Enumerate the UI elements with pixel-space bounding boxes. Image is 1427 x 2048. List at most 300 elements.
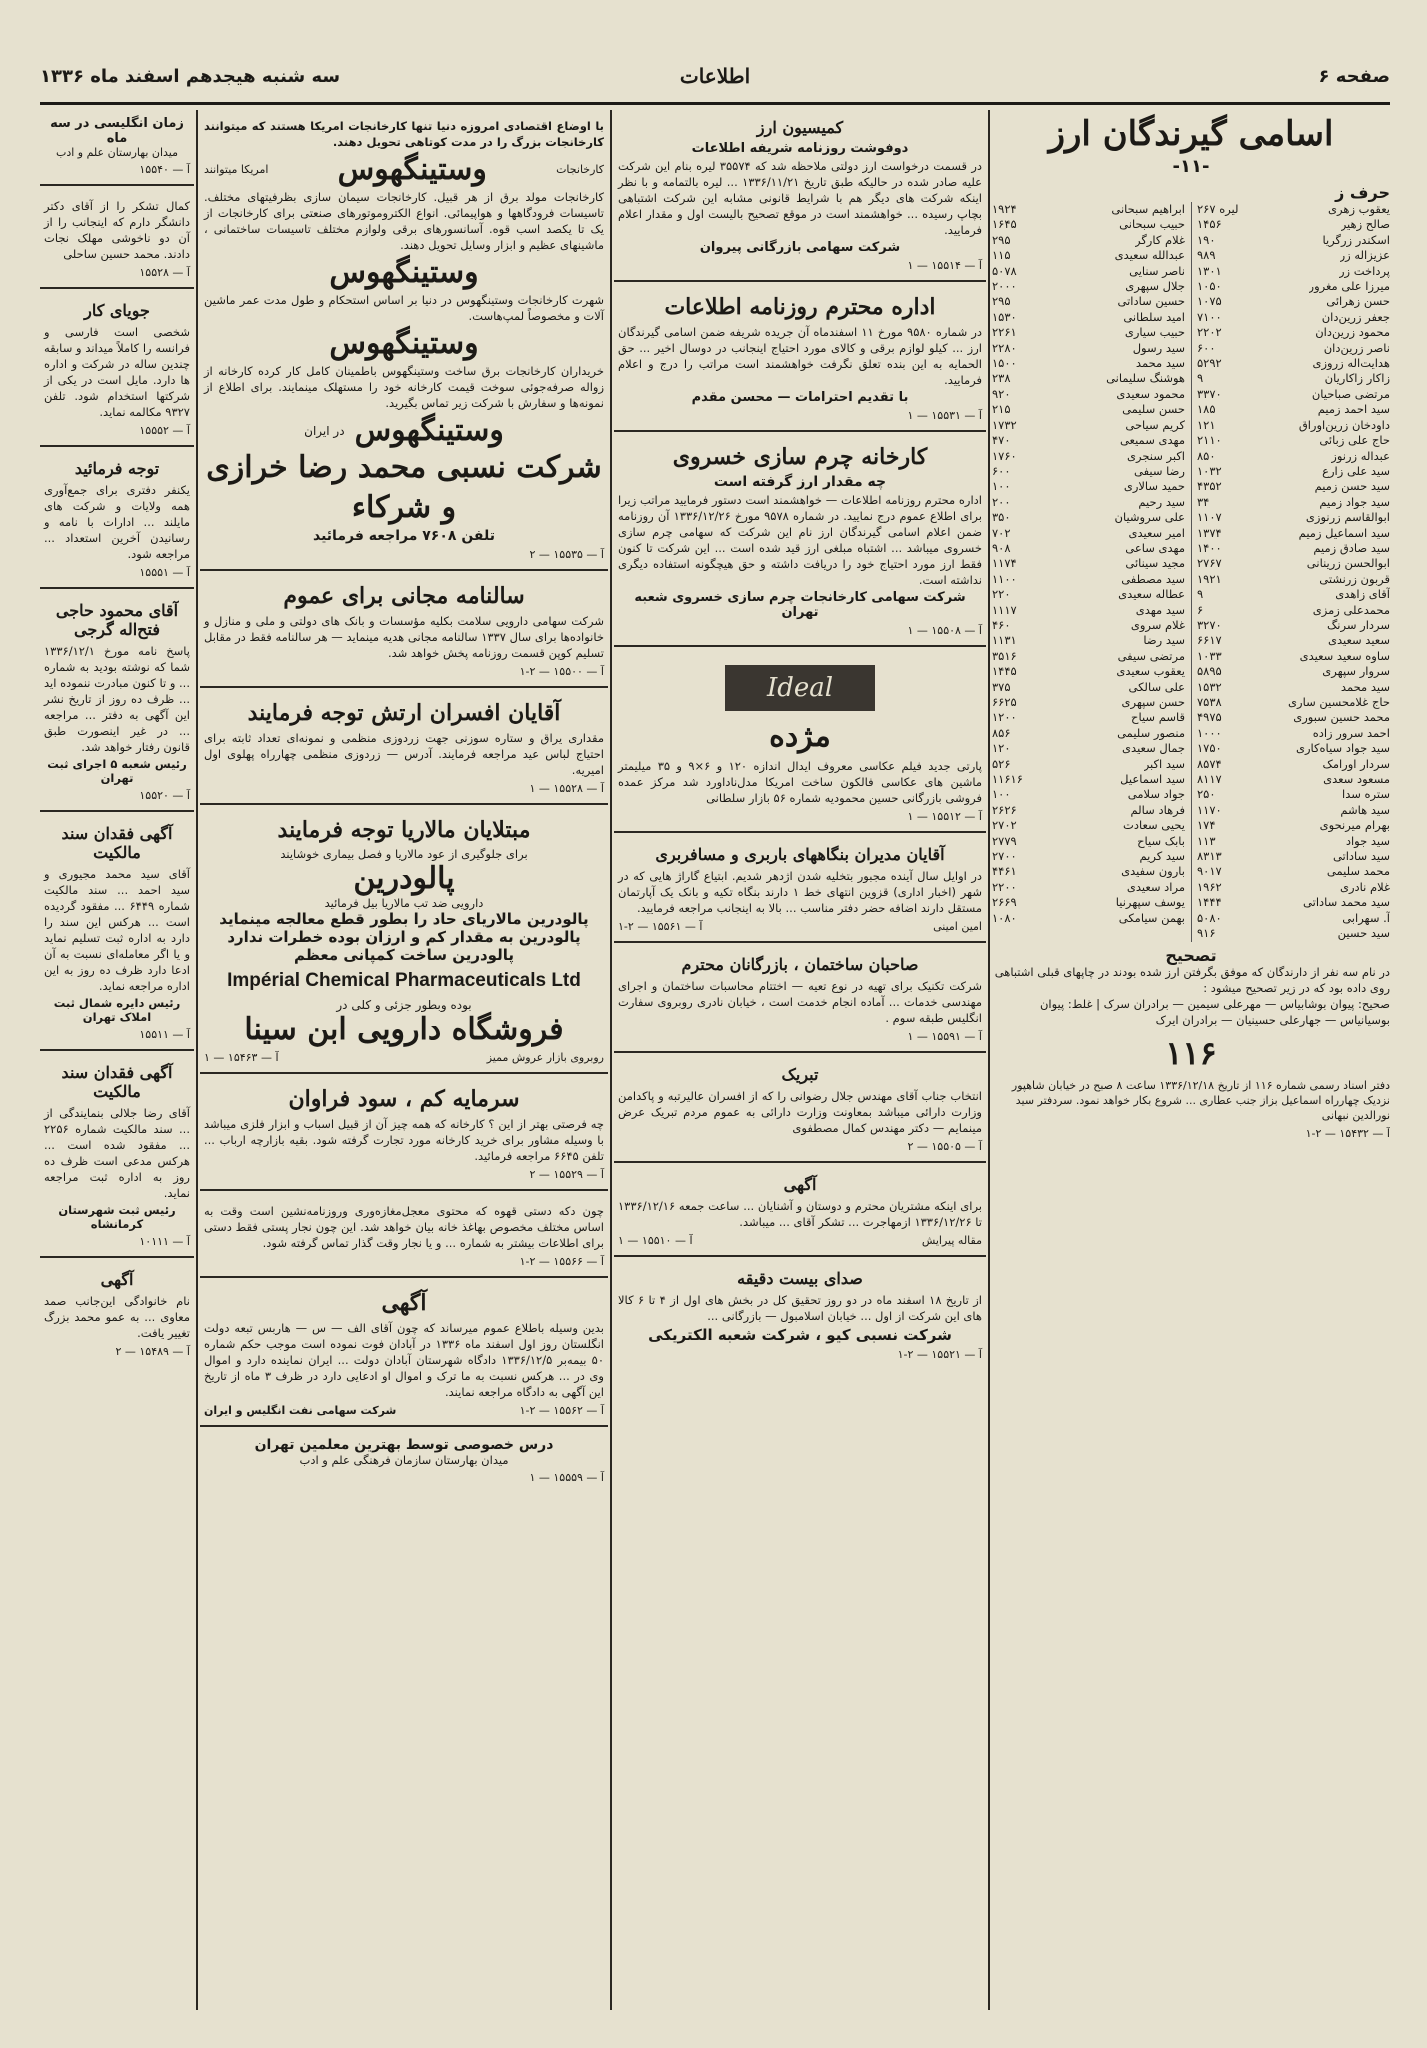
recipient-name: منصور سلیمی: [1117, 725, 1185, 740]
recipient-row: [1197, 325, 1390, 340]
recipient-row: [1197, 217, 1390, 232]
recipient-name: اسکندر زرگریا: [1322, 232, 1390, 247]
recipient-row: [992, 202, 1185, 217]
tannery-sign: شرکت سهامی کارخانجات چرم سازی خسروی شعبه تهران: [634, 590, 966, 620]
recipient-row: [992, 464, 1185, 479]
recipient-row: [992, 387, 1185, 402]
good-news-ad: [614, 651, 986, 833]
recipient-name: سید احمد زمیم: [1317, 402, 1390, 417]
commission-sign: شرکت سهامی بازرگانی پیروان: [699, 240, 901, 255]
recipient-name: آ. سهرابی: [1342, 910, 1390, 925]
recipient-name: عبداله زرنوز: [1331, 448, 1390, 463]
column-notices: [614, 110, 986, 2010]
recipient-name: داودخان زرین‌اوراق: [1298, 417, 1390, 432]
recipient-amount: ۱۲۱: [1197, 417, 1216, 432]
recipient-row: [992, 618, 1185, 633]
westinghouse-name: وستینگهوس: [329, 255, 479, 290]
recipient-name: یحیی سعادت: [1123, 818, 1185, 833]
notice-sign: مقاله پیرایش: [921, 1234, 982, 1247]
recipient-row: [1197, 341, 1390, 356]
recipient-amount: ۱۶۴۵: [992, 217, 1017, 232]
recipient-name: سید جواد سیاه‌کاری: [1296, 741, 1390, 756]
recipient-name: مرتضی صباحیان: [1311, 386, 1390, 401]
recipient-amount: ۵۲۶: [992, 756, 1011, 771]
builders-notice: [614, 947, 986, 1053]
recipient-amount: ۱۷۵۰: [1197, 741, 1222, 756]
recipient-row: [1197, 772, 1390, 787]
westinghouse-prefix: در ایران: [304, 423, 345, 438]
recipient-amount: ۱۳۰۱: [1197, 263, 1222, 278]
recipient-row: [992, 803, 1185, 818]
westinghouse-text: خریداران کارخانجات برق ساخت وستینگهوس باطمینان کامل کار کرده کارخانه از زواله صرفه‌جوئی سوخت قیمت کارخانه خود را مستهلک مینمایند. برای اطلاع از نمونه‌ها و سفارش با شرکت زیر تماس بگیرید.: [204, 364, 604, 410]
paludrin-name: پالودرین: [353, 861, 455, 896]
recipient-amount: ۱۴۴۵: [992, 664, 1017, 679]
recipient-amount: ۷۵۳۸: [1197, 695, 1222, 709]
recipient-name: سید کریم: [1139, 849, 1185, 864]
recipient-name: سید جواد زمیم: [1319, 494, 1390, 509]
recipient-name: عزیزاله زر: [1339, 248, 1390, 263]
recipient-name: سید اکبر: [1143, 756, 1185, 771]
name-change-notice: [40, 1262, 194, 1366]
recipient-amount: ۶۶۲۵: [992, 695, 1017, 709]
recipient-amount: ۷۰۲: [992, 525, 1011, 540]
tannery-text: اداره محترم روزنامه اطلاعات — خواهشمند است دستور فرمایید مراتب زیرا برای اطلاع عموم درج نمایید. در شماره ۹۵۷۸ مورخ ۱۳۳۶/۱۲/۲۶ آن روزنامه ضمن اعلام اسامی گیرندگان ارز نام این شرکت که سهامی چرم سازی خسروی میباشد ... اشتباه مبلغی ارز قید شده است ... این شرکت تا کنون فقط ارز مورد احتیاج خود را دریافت داشته و حق هیچگونه استفاده دیگری نداشته است.: [618, 493, 982, 587]
ad-reference: آ — ۱۵۵۶۲ — ۲-۱: [519, 1404, 604, 1417]
recipient-amount: ۱۰۸۰: [992, 910, 1017, 925]
cafe-text: چون دکه دستی قهوه که محتوی معجل‌مغازه‌وری وروزنامه‌نشین است وقت به اساس مختلف مخصوص بهاغذ خانه بیان خواهد شد. این چون نجار پستی فقط دستی برای اطلاعات بیشتر به شماره ... و یا نجار وقت گذار تماس گرفته شود.: [204, 1204, 604, 1250]
recipient-row: [1197, 248, 1390, 263]
recipient-row: [992, 726, 1185, 741]
recipient-amount: ۲۷۰۰: [992, 849, 1017, 864]
recipient-name: سید جواد: [1345, 833, 1390, 848]
recipient-row: [992, 695, 1185, 710]
transport-notice: [614, 837, 986, 943]
recipient-row: [992, 741, 1185, 756]
recipient-amount: ۱۰۷۵: [1197, 294, 1222, 309]
recipient-amount: ۱۸۵: [1197, 402, 1216, 417]
westinghouse-ad: [200, 110, 608, 571]
recipient-row: [992, 371, 1185, 386]
recipient-name: کریم سیاحی: [1125, 417, 1185, 432]
recipient-name: ابراهیم سبحانی: [1111, 202, 1185, 216]
ad-reference: آ — ۱۵۵۹۱ — ۱: [907, 1030, 982, 1043]
recipient-amount: ۱۷۳۲: [992, 417, 1017, 432]
recipient-row: [1197, 710, 1390, 725]
westinghouse-name: وستینگهوس: [337, 152, 487, 187]
recipient-name: حمید سالاری: [1123, 479, 1185, 494]
recipient-row: [992, 495, 1185, 510]
job-ad: [40, 293, 194, 447]
recipient-amount: ۵۸۹۵: [1197, 664, 1222, 679]
recipient-row: [1197, 310, 1390, 325]
ad-reference: آ — ۱۵۴۶۳ — ۱: [204, 1051, 279, 1064]
recipient-name: بابک سیاح: [1137, 833, 1185, 848]
section-letter: حرف ز: [1335, 183, 1390, 202]
recipient-row: [1197, 757, 1390, 772]
lost-deed-notice: [40, 816, 194, 1051]
notary-text: دفتر اسناد رسمی شماره ۱۱۶ از تاریخ ۱۳۳۶/۱۲/۱۸ ساعت ۸ صبح در خیابان شاهپور نزدیک چهارراه اسماعیل بزاز جنب عطاری ... شروع بکار خواهد نمود. سردفتر سید نورالدین نبهانی: [1011, 1078, 1390, 1122]
recipient-amount: ۳۷۵: [992, 679, 1011, 694]
recipient-amount: ۱۰۳۲: [1197, 463, 1222, 478]
recipient-amount: ۲۹۵: [992, 294, 1011, 309]
recipient-name: صالح زهیر: [1340, 217, 1390, 232]
recipient-amount: ۱۹۶۲: [1197, 879, 1222, 894]
recipient-row: [1197, 818, 1390, 833]
recipient-row: [992, 279, 1185, 294]
recipient-name: احمد سرور زاده: [1312, 725, 1390, 740]
recipient-amount: ۳۵۱۶: [992, 648, 1017, 663]
recipient-row: [992, 479, 1185, 494]
recipient-amount: ۲۹۵: [992, 232, 1011, 247]
recipient-name: سید محمد ساداتی: [1303, 895, 1390, 910]
recipient-amount: ۱۰۳۳: [1197, 648, 1222, 663]
ad-reference: آ — ۱۵۵۳۱ — ۱: [907, 409, 982, 422]
editor-title: اداره محترم روزنامه اطلاعات: [664, 294, 936, 320]
recipient-row: [1197, 418, 1390, 433]
commission-sub: دوفوشت روزنامه شریفه اطلاعات: [691, 141, 909, 156]
calendar-ad: [200, 575, 608, 688]
recipient-name: سید علی زارع: [1322, 463, 1390, 478]
thanks-text: کمال تشکر را از آقای دکتر دانشگر دارم که اینجانب را از آن دو ناخوشی مهلک نجات دادند. محمد حسین ساحلی: [44, 199, 190, 261]
recipient-name: حسین ساداتی: [1117, 294, 1185, 309]
lesson-address: میدان بهارستان سازمان فرهنگی علم و ادب: [299, 1453, 509, 1467]
recipient-amount: ۱۴۴۴: [1197, 895, 1222, 910]
commission-notice: [614, 110, 986, 282]
ad-reference: آ — ۱۵۵۲۸ — ۱: [529, 782, 604, 795]
ad-reference: آ — ۱۵۵۲۰: [139, 789, 190, 802]
recipient-name: ستره سدا: [1342, 787, 1390, 802]
recipient-name: حبیب سبحانی: [1119, 217, 1185, 232]
recipient-name: هوشنگ سلیمانی: [1106, 371, 1185, 386]
correction-title: تصحیح: [1165, 945, 1217, 965]
recipient-name: علی سالکی: [1128, 679, 1185, 694]
recipient-name: سردار اورامک: [1322, 756, 1390, 771]
recipient-row: [992, 649, 1185, 664]
recipient-amount: ۷۱۰۰: [1197, 309, 1222, 324]
recipient-amount: ۱۹۲۴: [992, 202, 1017, 216]
recipient-amount: ۴۹۷۵: [1197, 710, 1222, 725]
recipient-amount: ۱۷۴: [1197, 818, 1216, 833]
agent-phone: تلفن ۷۶۰۸ مراجعه فرمائید: [313, 528, 495, 544]
recipient-amount: ۳۵۰: [992, 510, 1011, 525]
recipient-row: [1197, 895, 1390, 910]
buyers-ad: [40, 451, 194, 589]
recipient-row: [1197, 449, 1390, 464]
recipient-name: عبدالله سعیدی: [1114, 248, 1185, 263]
recipient-name: ساوه سعید سعیدی: [1299, 648, 1390, 663]
recipient-name: محمد سلیمی: [1326, 864, 1390, 879]
recipient-row: [992, 556, 1185, 571]
paludrin-sub: دارویی ضد تب مالاریا بیل فرمائید: [324, 896, 484, 910]
recipient-row: [992, 510, 1185, 525]
capital-ad: [200, 1078, 608, 1191]
recipient-name: سید اسماعیل: [1120, 772, 1185, 787]
recipient-amount: ۱۰۵۰: [1197, 279, 1222, 294]
correction-table: صحیح: پیوان بوشابیاس — مهرعلی سیمین — برادران سرک | غلط: پیوان بوسیانیاس — جهارعلی حسینیان — برادران ایرک: [1039, 996, 1390, 1027]
recipient-name: جعفر زرین‌دان: [1321, 309, 1390, 324]
recipient-row: [1197, 387, 1390, 402]
recipient-row: [1197, 510, 1390, 525]
recipient-row: [992, 864, 1185, 879]
recipient-amount: ۶: [1197, 602, 1204, 617]
recipient-amount: ۲۶۶۹: [992, 895, 1017, 910]
recipient-name: محمد حسین سبوری: [1293, 710, 1390, 725]
editor-sign: با تقدیم احترامات — محسن مقدم: [691, 390, 909, 405]
correction-text: در نام سه نفر از دارندگان که موفق بگرفتن ارز شده بودند در چاپهای قبلی اشتباهی روی داده بود که در زیر تصحیح میشود :: [994, 964, 1390, 995]
recipient-row: [1197, 926, 1390, 941]
radio-notice: [614, 1261, 986, 1369]
page-number: صفحه ۶: [1318, 66, 1390, 87]
ad-reference: آ — ۱۰۱۱۱: [139, 1235, 190, 1248]
recipient-name: سید اسماعیل زمیم: [1298, 525, 1390, 540]
recipient-row: [992, 294, 1185, 309]
radio-text: از تاریخ ۱۸ اسفند ماه در دو روز تحقیق كل در بخش های اول از ۴ تا ۶ کالا های این شرکت از اول ... خیابان اسلامبول — بازرگانی ...: [618, 1293, 982, 1323]
transport-title: آقایان مدیران بنگاههای باربری و مسافربری: [655, 845, 945, 864]
recipient-amount: ۶۰۰: [1197, 340, 1216, 355]
malaria-title: مبتلایان مالاریا توجه فرمایند: [277, 817, 531, 843]
recipient-row: [992, 248, 1185, 263]
recipient-name: سروار سپهری: [1322, 664, 1390, 679]
recipient-amount: ۲۵۰: [1197, 787, 1216, 802]
westinghouse-header: [204, 152, 604, 187]
recipient-name: جلال سپهری: [1125, 279, 1185, 294]
recipient-amount: ۳۲۷۰: [1197, 617, 1222, 632]
recipient-name: سید مصطفی: [1121, 571, 1185, 586]
ideal-logo: Ideal: [725, 665, 875, 711]
agent-name: شرکت نسبی محمد رضا خرازی و شرکاء: [206, 450, 602, 525]
plain-notice: [614, 1167, 986, 1257]
recipient-name: هدایت‌اله زروزی: [1312, 356, 1390, 371]
paludrin-claim: پالودرین ساخت کمپانی معظم: [294, 946, 514, 964]
recipient-row: [992, 402, 1185, 417]
recipient-amount: ۲۲۶۱: [992, 325, 1017, 340]
recipient-amount: ۵۲۹۲: [1197, 356, 1222, 371]
recipient-row: [1197, 864, 1390, 879]
recipient-name: سید صادق زمیم: [1313, 540, 1390, 555]
recipient-name: زاکار زاکاریان: [1324, 371, 1390, 386]
ad-reference: آ — ۱۵۵۰۵ — ۲: [907, 1140, 982, 1153]
recipient-amount: ۴۶۰: [992, 617, 1011, 632]
last-title: آگهی: [100, 1270, 134, 1289]
recipient-row: [1197, 695, 1390, 710]
maker-name: Impérial Chemical Pharmaceuticals Ltd: [227, 970, 581, 991]
recipient-amount: ۲۲۰: [992, 587, 1011, 602]
recipient-name: آقای زاهدی: [1335, 587, 1390, 602]
page-header: [40, 58, 1390, 105]
recipient-name: میرزا علی مغرور: [1308, 279, 1390, 294]
builders-text: شرکت تکنیک برای تهیه در نوع تعیه — اختتام محاسبات ساختمان و اجرای مهندسی خدمات ... آماده انجام خدمت است ، خیابان نادری روبروی سفارت انگلیس طبقه سوم .: [618, 979, 982, 1025]
builders-title: صاحبان ساختمان ، بازرگانان محترم: [681, 955, 919, 974]
adv-sign: شرکت سهامی نفت انگلیس و ایران: [204, 1404, 397, 1417]
recipient-amount: ۸۵۶: [992, 725, 1011, 740]
ad-reference: آ — ۱۵۵۰۸ — ۱: [907, 624, 982, 637]
ad-reference: آ — ۱۵۵۱۲ — ۱: [907, 810, 982, 823]
recipient-row: [992, 680, 1185, 695]
recipient-row: [992, 217, 1185, 232]
ad-reference: آ — ۱۵۵۶۶ — ۲-۱: [519, 1255, 604, 1268]
recipient-amount: ۱۹۰: [1197, 232, 1216, 247]
oil-company-notice: [200, 1282, 608, 1427]
recipient-name: امیر سعیدی: [1128, 525, 1185, 540]
recipient-amount: ۸۱۱۷: [1197, 772, 1222, 787]
column-rule: [988, 110, 990, 2010]
recipient-row: [1197, 664, 1390, 679]
recipient-name: مجید سینائی: [1125, 556, 1185, 571]
recipient-name: حسن سپهری: [1121, 695, 1185, 709]
ad-reference: آ — ۱۵۵۱۱: [139, 1028, 190, 1041]
recipient-amount: ۳۳۷۰: [1197, 386, 1222, 401]
congrats-title: تبریک: [781, 1065, 819, 1084]
recipient-amount: ۱۱۵: [992, 248, 1011, 263]
congrats-text: انتخاب جناب آقای مهندس جلال رضوانی را که از افسران عالیرتبه و پاکدامن وزارت دارائی میباشد بمعاونت وزارت دارائی به عموم مردم تبریک عرض مینمایم — دکتر مهندس کمال مصطفوی: [618, 1089, 982, 1135]
correction-box: [992, 945, 1390, 1028]
recipient-name: اکبر سنجری: [1126, 448, 1185, 463]
recipient-name: مرتضی سیفی: [1117, 648, 1185, 663]
recipient-row: [992, 233, 1185, 248]
recipient-amount: ۱۴۰۰: [1197, 540, 1222, 555]
recipient-row: [1197, 680, 1390, 695]
ad-reference: آ — ۱۵۵۵۹ — ۱: [529, 1471, 604, 1484]
ad-reference: آ — ۱۵۵۱۴ — ۱: [907, 259, 982, 272]
recipient-name: حاج غلامحسین ساری: [1288, 695, 1390, 709]
recipient-amount: ۱۰۰: [992, 787, 1011, 802]
recipient-name: سید حسین: [1337, 926, 1390, 941]
recipient-name: امید سلطانی: [1123, 309, 1185, 324]
recipient-amount: ۲۰۰۰: [992, 279, 1017, 294]
notice-title: آگهی: [783, 1175, 817, 1194]
column-classifieds: [40, 110, 194, 2010]
westinghouse-intro: با اوضاع اقتصادی امروزه دنیا تنها کارخانجات امریکا هستند که میتوانند کارخانجات بزرگ را در مدت کوتاهی تحویل دهند.: [204, 119, 604, 149]
ad-reference: آ — ۱۵۵۲۱ — ۲-۱: [897, 1348, 982, 1361]
recipient-row: [992, 849, 1185, 864]
last-text: نام خانوادگی این‌جانب صمد معاوی ... به عمو محمد بزرگ تغییر یافت.: [44, 1294, 190, 1340]
recipient-amount: ۲۲۰۰: [992, 879, 1017, 894]
recipient-amount: ۱۵۳۰: [992, 309, 1017, 324]
ad-reference: آ — ۱۵۵۰۰ — ۲-۱: [519, 665, 604, 678]
westinghouse-label: کارخانجات: [556, 163, 604, 176]
transport-sign: امین امینی: [933, 920, 982, 933]
recipient-amount: ۲۷۶۷: [1197, 556, 1222, 571]
job-text: شخصی است فارسی و فرانسه را کاملاً میداند و سابقه چندین ساله در شرکت و اداره ها دارد. مایل است در یکی از شرکتها استخدام شود. تلفن ۹۳۲۷ مکالمه نماید.: [44, 325, 190, 419]
recipient-name: سید رسول: [1132, 340, 1185, 355]
recipient-name: ناصر زرین‌دان: [1323, 340, 1390, 355]
paludrin-claim: پالودرین مالاریای حاد را بطور قطع معالجه مینماید: [219, 910, 589, 928]
recipient-amount: ۲۳۸: [992, 371, 1011, 386]
masthead: اطلاعات: [679, 64, 751, 88]
recipient-amount: ۱۳۷۴: [1197, 525, 1222, 540]
recipient-amount: ۸۵۰: [1197, 448, 1216, 463]
recipient-amount: ۹۰۸: [992, 540, 1011, 555]
lost-title: آگهی فقدان سند مالکیت: [61, 824, 173, 862]
recipient-row: [1197, 649, 1390, 664]
job-title: جویای کار: [84, 301, 150, 320]
recipient-amount: ۴۴۶۱: [992, 864, 1017, 879]
capital-title: سرمایه کم ، سود فراوان: [288, 1086, 520, 1112]
recipient-row: [992, 418, 1185, 433]
recipient-name: یعقوب زهری: [1328, 202, 1390, 216]
adv-title: آگهی: [381, 1290, 427, 1316]
recipient-row: [1197, 618, 1390, 633]
recipient-row: [1197, 233, 1390, 248]
thanks-ad: [40, 190, 194, 289]
recipient-row: [992, 356, 1185, 371]
recipient-amount: ۲۰۰: [992, 494, 1011, 509]
recipient-name: فرهاد سالم: [1130, 802, 1185, 817]
tannery-notice: [614, 436, 986, 647]
recipient-name: سردار سرنگ: [1327, 617, 1390, 632]
army-title: آقایان افسران ارتش توجه فرمایند: [247, 700, 561, 726]
recipient-amount: ۱۴۵۶: [1197, 217, 1222, 232]
recipient-amount: ۸۳۱۳: [1197, 849, 1222, 864]
recipient-amount: ۱۱۶۱۶: [992, 772, 1023, 787]
editor-text: در شماره ۹۵۸۰ مورخ ۱۱ اسفندماه آن جریده شریفه ضمن اسامی گیرندگان ارز ... کیلو لوازم برقی و کالای مورد احتیاج اینجانب در دوسال اخیر ... حق الحمایه به این بنده تعلق نگرفت خواهشمند است مراتب را درج و اعلام فرمایید.: [618, 325, 983, 387]
recipient-list: [992, 202, 1390, 942]
tannery-sub: چه مقدار ارز گرفته است: [713, 474, 887, 490]
recipient-name: مراد سعیدی: [1126, 879, 1185, 894]
recipient-row: [1197, 402, 1390, 417]
haji-notice: [40, 593, 194, 812]
column-rule: [610, 110, 612, 2010]
recipient-name: ناصر سنایی: [1129, 263, 1185, 278]
recipient-name: یعقوب سعیدی: [1116, 664, 1185, 679]
recipient-row: [1197, 603, 1390, 618]
recipient-amount: ۵۰۸۰: [1197, 910, 1222, 925]
recipient-amount: ۴۳۵۲: [1197, 479, 1222, 494]
recipient-amount: ۸۵۷۴: [1197, 756, 1222, 771]
editor-letter: [614, 286, 986, 432]
recipient-row: [992, 880, 1185, 895]
currency-list-title: اسامی گیرندگان ارز: [1048, 114, 1334, 154]
recipient-row: [1197, 880, 1390, 895]
recipient-amount: ۲۲۸۰: [992, 340, 1017, 355]
recipient-row: [1197, 572, 1390, 587]
recipient-name: بهرام میرنحوی: [1319, 818, 1390, 833]
recipient-name: سید رضا: [1143, 633, 1185, 648]
recipient-name: حسن زهرائی: [1326, 294, 1390, 309]
recipient-row: [992, 449, 1185, 464]
recipient-row: [1197, 202, 1390, 217]
recipient-amount: ۴۷۰: [992, 433, 1011, 448]
recipient-row: [992, 603, 1185, 618]
recipient-name: جواد سلامی: [1127, 787, 1185, 802]
adv-text: بدین وسیله باطلاع عموم میرساند که چون آقای الف — س — هاربس تبعه دولت انگلستان روز اول اسفند ماه ۱۳۳۶ در آبادان فوت نموده است موجب حکم شماره ۵۰ بیمه‌بر ۱۳۳۶/۱۲/۵ دادگاه شهرستان آبادان دولت ... ایران نماینده دارد و اموال وی در ... هرکس نسبت به ما ترک و اموال او ادعایی دارد در ظرف ۳ ماه از تاریخ این آگهی به دادگاه مراجعه نمایند.: [204, 1321, 604, 1399]
recipient-row: [1197, 294, 1390, 309]
buyers-text: یکنفر دفتری برای جمع‌آوری همه ولایات و شرکت های مایلند ... ادارات با نامه و رسانیدن آخرین استعداد ... مراجعه شود.: [44, 483, 190, 561]
ad-reference: آ — ۱۵۵۵۲: [139, 424, 190, 437]
westinghouse-text: کارخانجات مولد برق از هر قبیل. کارخانجات سیمان سازی بظرفیتهای مختلف. تاسیسات فرودگاهها و هواپیمائی. انواع الکتروموتورهای صنعتی برای کارخانجات از یک تا یکصد اسب قوه. آسانسورهای برقی ولوازم مختلف تاسیسات ساختمانی ، ماشینهای عظیم و ابزار وسایل تحویل دهند.: [204, 190, 604, 252]
ad-reference-row: [618, 920, 982, 933]
army-text: مقداری یراق و ستاره سوزنی جهت زردوزی منظمی و نمونه‌ای تعداد ثابته برای احتیاج لباس عید مراجعه فرمایند. آدرس — زردوزی منظمی چهارراه پهلوی اول امیریه.: [204, 731, 604, 777]
recipient-amount: ۱۱۰۰: [992, 571, 1017, 586]
malaria-sub: برای جلوگیری از عود مالاریا و فصل بیماری خوشایند: [280, 847, 528, 861]
calendar-title: سالنامه مجانی برای عموم: [283, 583, 525, 609]
ad-reference: آ — ۱۵۵۲۹ — ۲: [529, 1168, 604, 1181]
recipient-name: سید رحیم: [1138, 494, 1185, 509]
recipient-name: جمال سعیدی: [1122, 741, 1185, 756]
recipient-name: ابوالحسن زرینانی: [1306, 556, 1390, 571]
recipient-row: [1197, 479, 1390, 494]
recipient-row: [1197, 526, 1390, 541]
recipient-amount: ۹۸۹: [1197, 248, 1216, 263]
recipient-amount: ۱۱۷۴: [992, 556, 1017, 571]
recipient-row: [1197, 911, 1390, 926]
lesson-ad: [200, 1431, 608, 1492]
recipient-amount: ۱۵۰۰: [992, 356, 1017, 371]
lost-text: آقای سید محمد مجیوری و سید احمد ... سند مالکیت شماره ۶۴۴۹ ... مفقود گردیده است ... هرکس این سند را دارد به اداره ثبت تسلیم نماید و یا اگر معامله‌ای نسبت به آن ادعا دارد ظرف ده روز به این اداره مراجعه نماید.: [44, 867, 190, 993]
lost-deed-notice: [40, 1055, 194, 1258]
recipient-amount: ۹۰۱۷: [1197, 864, 1222, 879]
recipient-amount: ۲۲۰۲: [1197, 325, 1222, 340]
